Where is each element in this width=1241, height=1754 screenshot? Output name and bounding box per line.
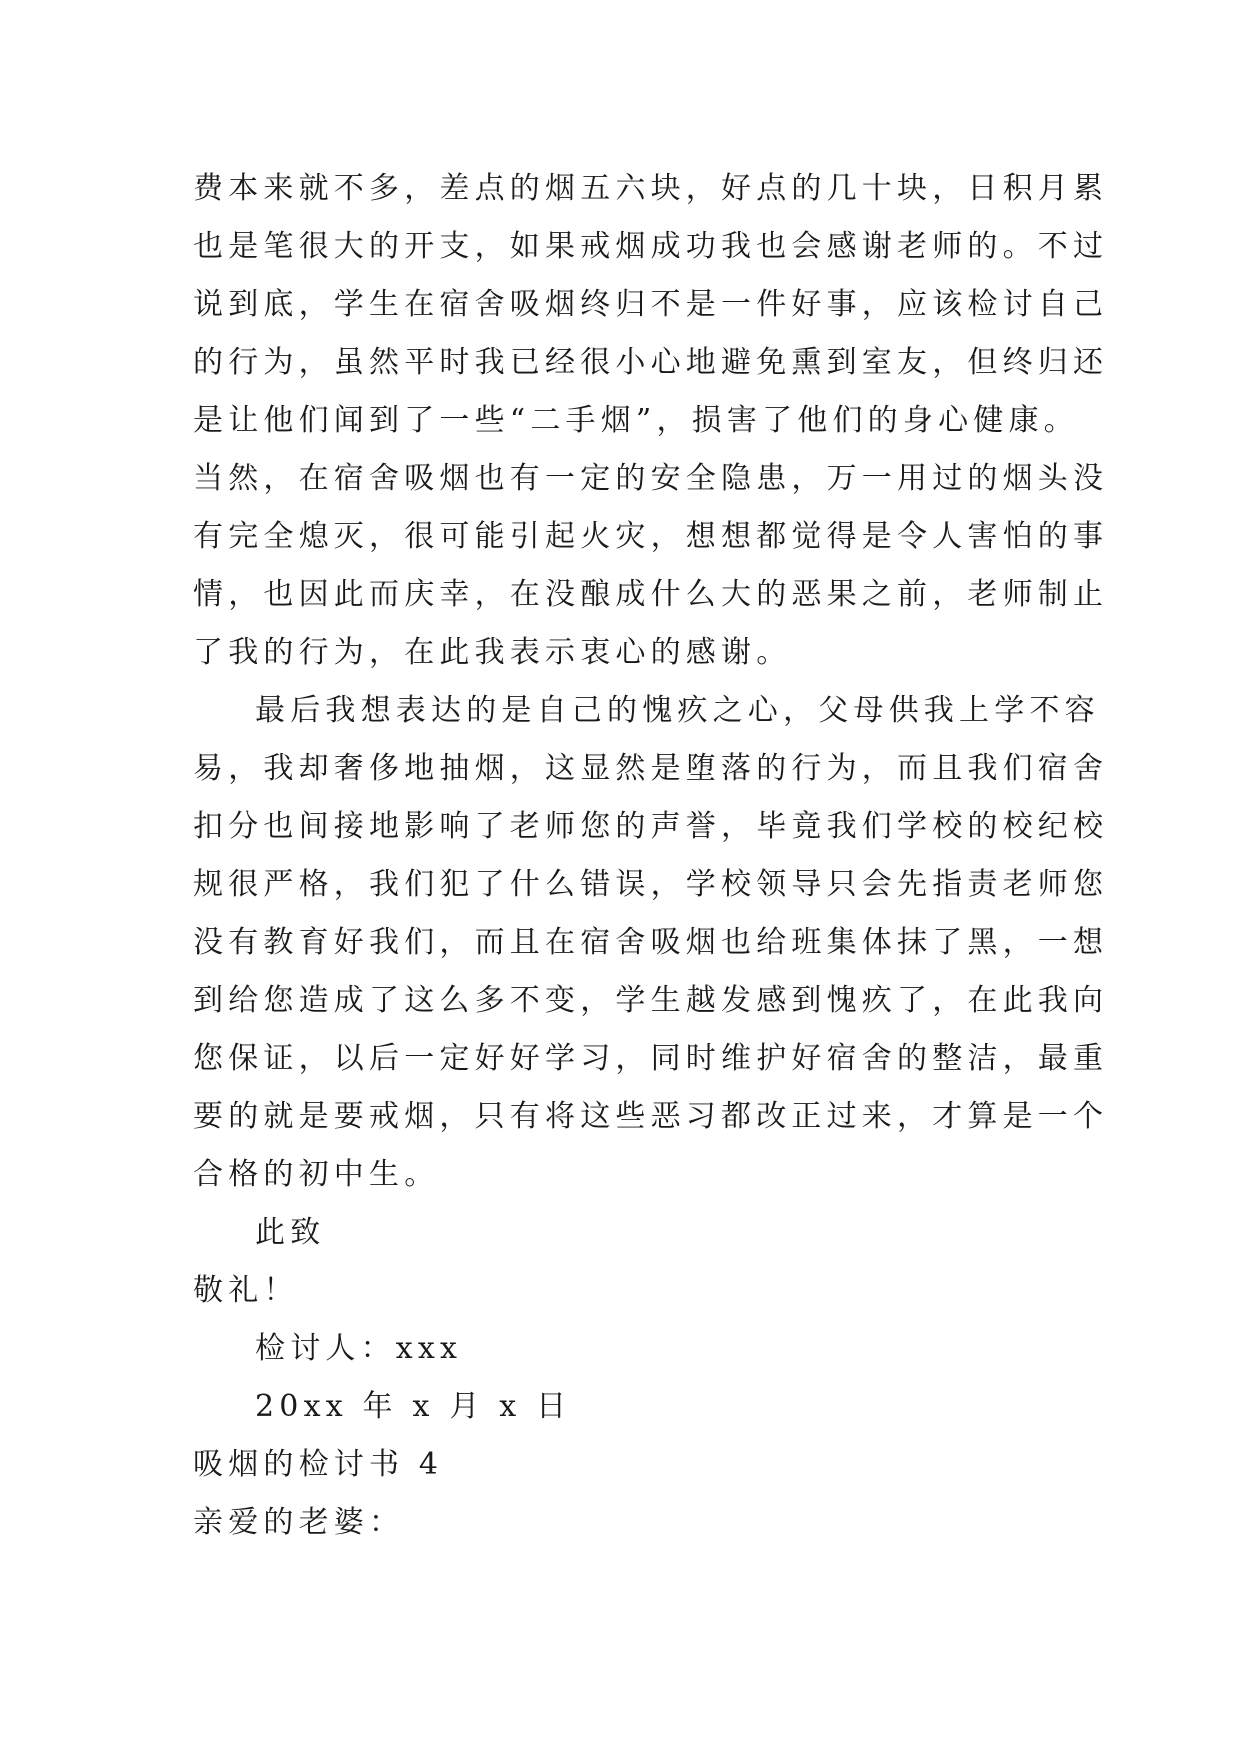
text-line: 当然，在宿舍吸烟也有一定的安全隐患，万一用过的烟头没 bbox=[193, 461, 1109, 496]
text-line: 要的就是要戒烟，只有将这些恶习都改正过来，才算是一个 bbox=[193, 1099, 1109, 1134]
closing-block bbox=[193, 1204, 1053, 1436]
section-title: 吸烟的检讨书 4 bbox=[193, 1447, 444, 1482]
date: 20xx 年 x 月 x 日 bbox=[255, 1389, 572, 1424]
text-line: 有完全熄灭，很可能引起火灾，想想都觉得是令人害怕的事 bbox=[193, 519, 1109, 554]
next-section bbox=[193, 1436, 1053, 1552]
text-line: 易，我却奢侈地抽烟，这显然是堕落的行为，而且我们宿舍 bbox=[193, 751, 1109, 786]
text-line: 您保证，以后一定好好学习，同时维护好宿舍的整洁，最重 bbox=[193, 1041, 1109, 1076]
greeting: 亲爱的老婆： bbox=[193, 1505, 405, 1540]
text-line: 是让他们闻到了一些“二手烟”，损害了他们的身心健康。 bbox=[193, 403, 1079, 438]
text-line: 规很严格，我们犯了什么错误，学校领导只会先指责老师您 bbox=[193, 867, 1109, 902]
text-line: 扣分也间接地影响了老师您的声誉，毕竟我们学校的校纪校 bbox=[193, 809, 1109, 844]
signer: 检讨人：xxx bbox=[255, 1331, 463, 1366]
paragraph bbox=[193, 160, 1109, 682]
text-line: 的行为，虽然平时我已经很小心地避免熏到室友，但终归还 bbox=[193, 345, 1109, 380]
text-line: 了我的行为，在此我表示衷心的感谢。 bbox=[193, 635, 792, 670]
text-line: 情，也因此而庆幸，在没酿成什么大的恶果之前，老师制止 bbox=[193, 577, 1109, 612]
paragraph bbox=[193, 682, 1109, 1204]
text-line: 费本来就不多，差点的烟五六块，好点的几十块，日积月累 bbox=[193, 171, 1109, 206]
text-line: 到给您造成了这么多不变，学生越发感到愧疚了，在此我向 bbox=[193, 983, 1109, 1018]
text-line: 最后我想表达的是自己的愧疚之心，父母供我上学不容 bbox=[255, 693, 1100, 728]
text-line: 也是笔很大的开支，如果戒烟成功我也会感谢老师的。不过 bbox=[193, 229, 1109, 264]
text-line: 没有教育好我们，而且在宿舍吸烟也给班集体抹了黑，一想 bbox=[193, 925, 1109, 960]
closing-salutation: 此致 bbox=[255, 1215, 326, 1250]
closing-regards: 敬礼！ bbox=[193, 1273, 299, 1308]
document-body bbox=[193, 160, 1109, 1552]
text-line: 合格的初中生。 bbox=[193, 1157, 440, 1192]
text-line: 说到底，学生在宿舍吸烟终归不是一件好事，应该检讨自己 bbox=[193, 287, 1109, 322]
